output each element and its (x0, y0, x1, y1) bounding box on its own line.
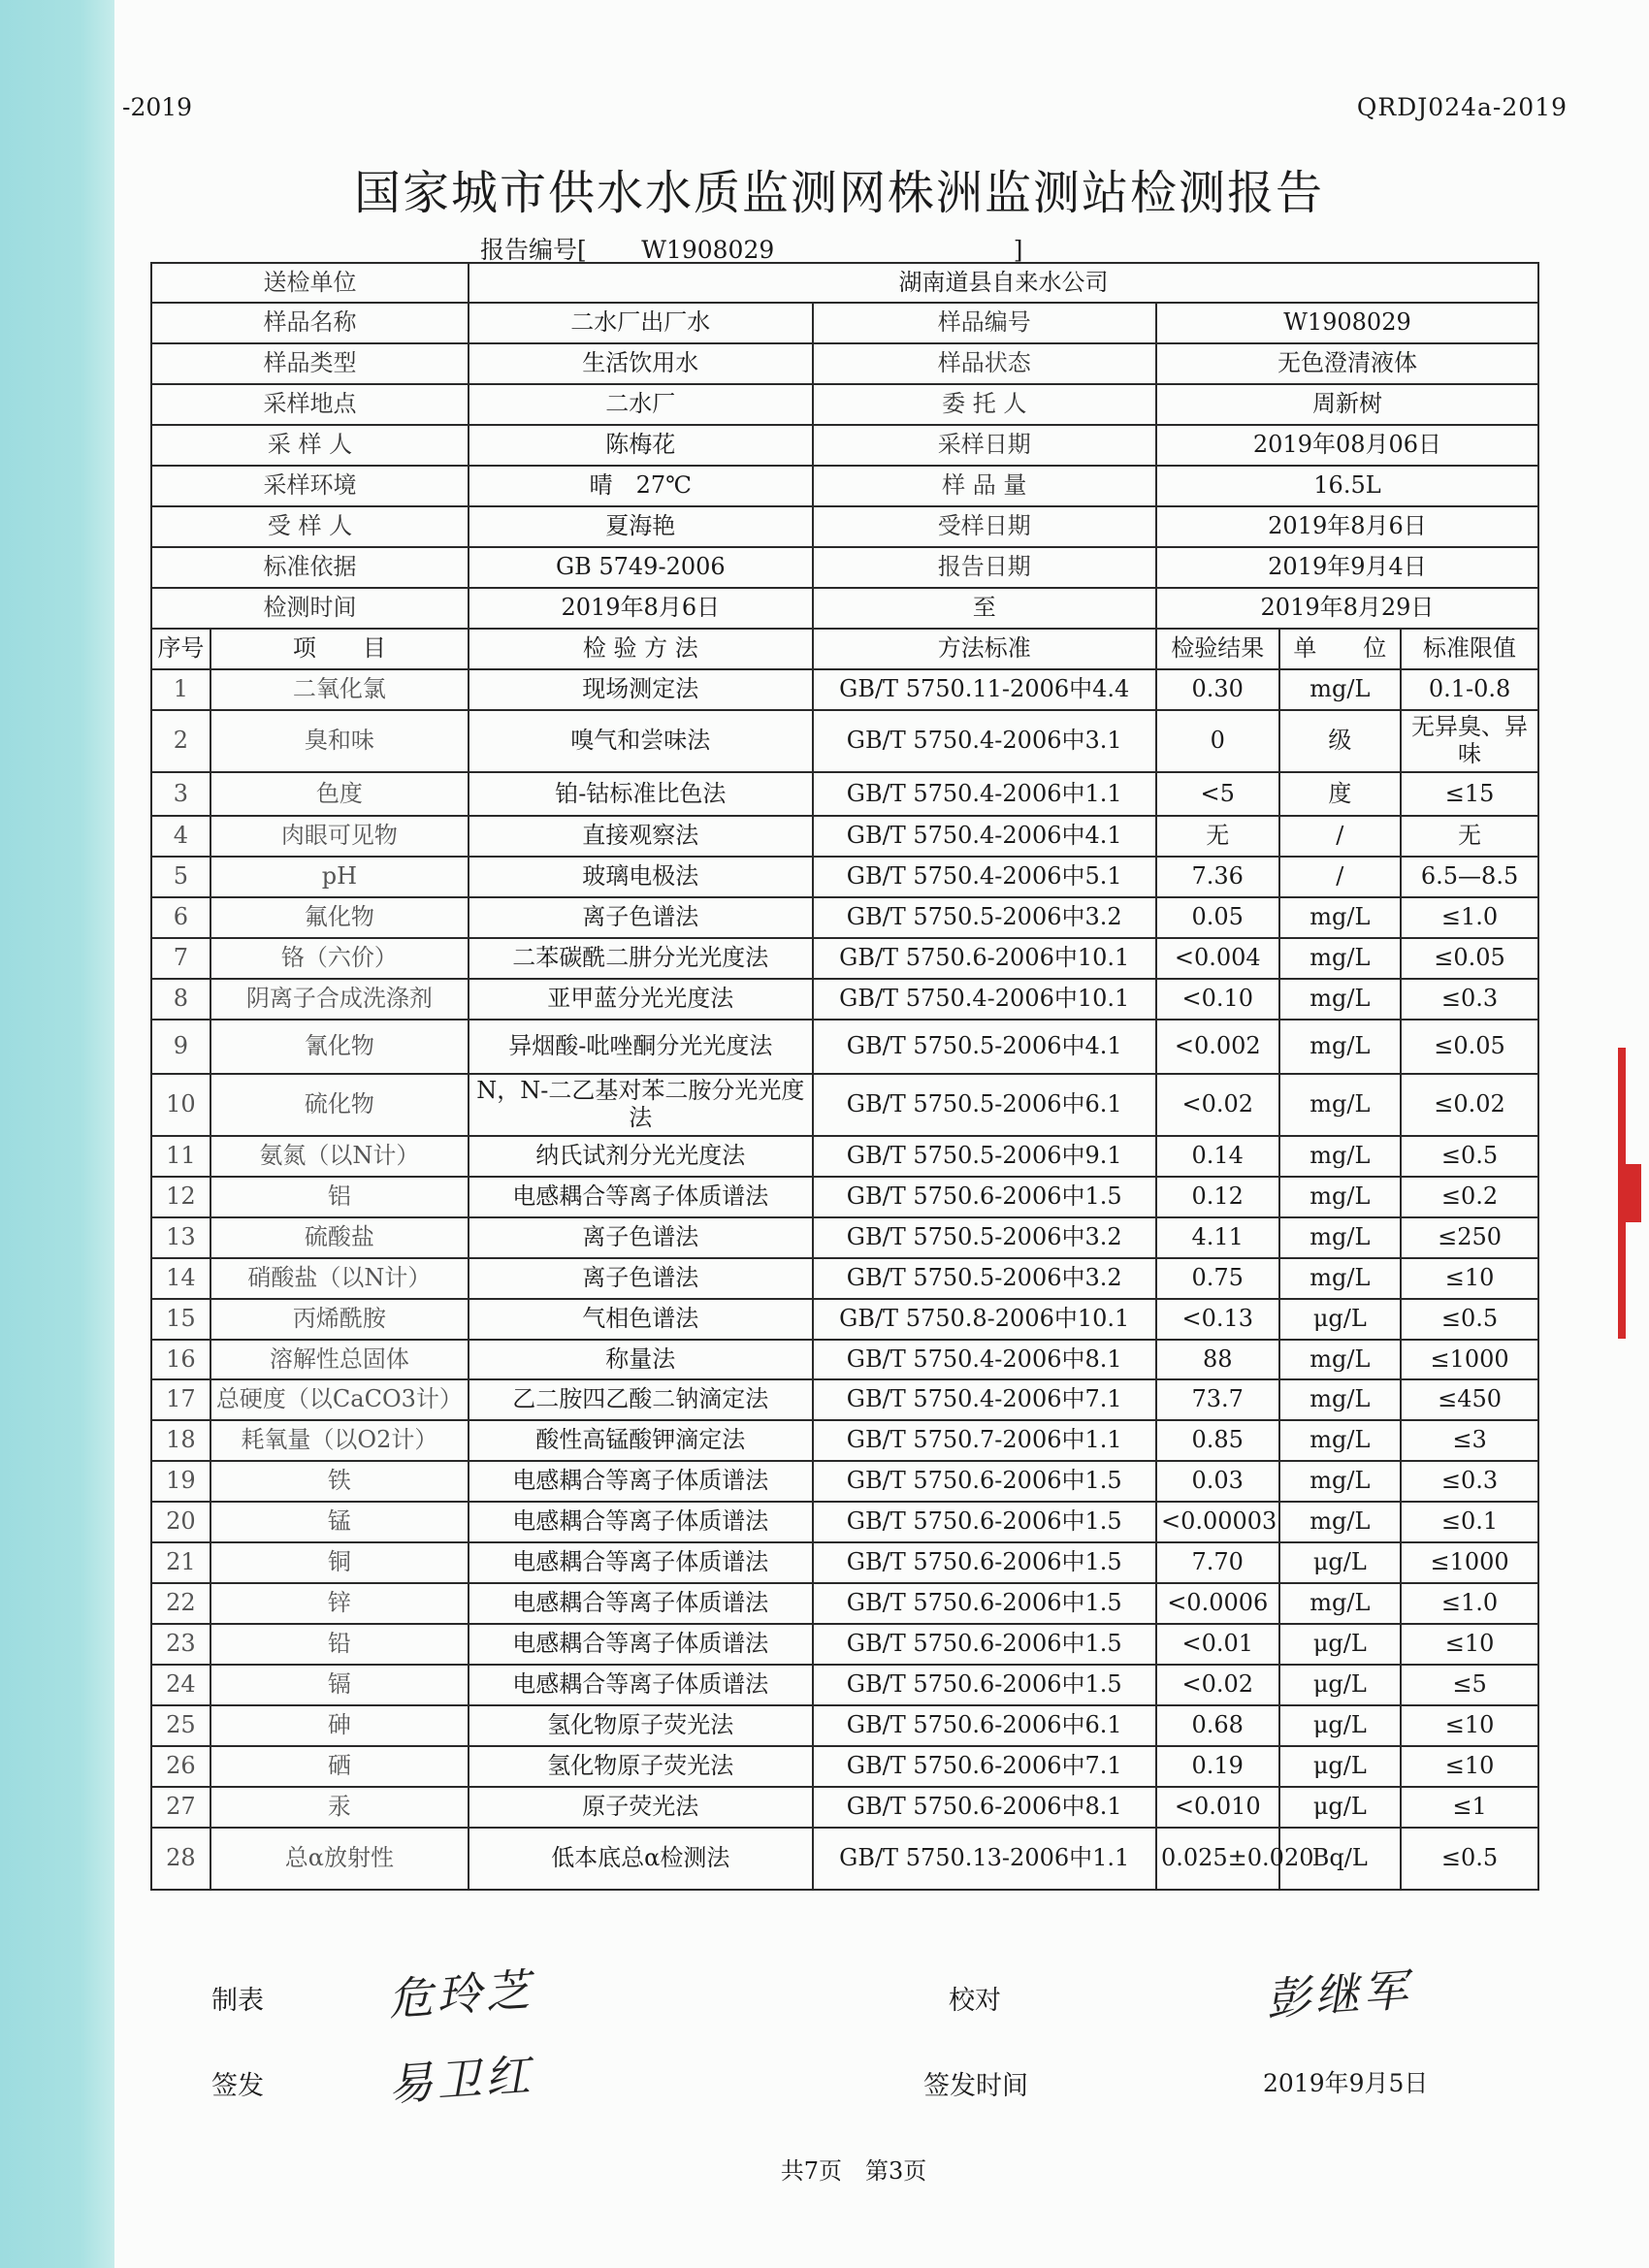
row-unit: mg/L (1279, 1461, 1402, 1502)
row-limit: ≤0.1 (1401, 1502, 1538, 1542)
row-item: 阴离子合成洗涤剂 (210, 979, 469, 1020)
row-unit: μg/L (1279, 1624, 1402, 1665)
row-standard: GB/T 5750.4-2006中10.1 (813, 979, 1156, 1020)
row-standard: GB/T 5750.5-2006中4.1 (813, 1020, 1156, 1074)
row-limit: ≤0.3 (1401, 1461, 1538, 1502)
column-header-row (151, 629, 1538, 669)
sampler-value: 陈梅花 (469, 425, 812, 466)
row-result: 0.05 (1156, 897, 1279, 938)
row-item: 耗氧量（以O2计） (210, 1420, 469, 1461)
client-label: 委 托 人 (813, 384, 1156, 425)
row-no: 7 (151, 938, 210, 979)
row-no: 5 (151, 857, 210, 897)
row-item: 铅 (210, 1624, 469, 1665)
row-no: 2 (151, 710, 210, 772)
row-item: 氰化物 (210, 1020, 469, 1074)
table-row (151, 1299, 1538, 1340)
col-limit-header: 标准限值 (1401, 629, 1538, 669)
test-to-word: 至 (813, 588, 1156, 629)
submit-unit-label: 送检单位 (151, 263, 469, 303)
row-result: 0.19 (1156, 1746, 1279, 1787)
row-item: 总硬度（以CaCO3计） (210, 1379, 469, 1420)
row-method: 电感耦合等离子体质谱法 (469, 1177, 812, 1217)
table-row (151, 1787, 1538, 1828)
issue-time-label: 签发时间 (923, 2071, 1028, 2101)
row-standard: GB/T 5750.6-2006中8.1 (813, 1787, 1156, 1828)
row-result: <5 (1156, 772, 1279, 816)
row-method: 乙二胺四乙酸二钠滴定法 (469, 1379, 812, 1420)
row-result: <0.0006 (1156, 1583, 1279, 1624)
row-standard: GB/T 5750.6-2006中1.5 (813, 1461, 1156, 1502)
row-item: 臭和味 (210, 710, 469, 772)
row-method: 玻璃电极法 (469, 857, 812, 897)
row-unit: mg/L (1279, 979, 1402, 1020)
row-item: 溶解性总固体 (210, 1340, 469, 1379)
row-result: <0.10 (1156, 979, 1279, 1020)
row-no: 3 (151, 772, 210, 816)
report-number-prefix: 报告编号[ (480, 236, 587, 264)
table-row (151, 1461, 1538, 1502)
sample-type-label: 样品类型 (151, 343, 469, 384)
row-method: 原子荧光法 (469, 1787, 812, 1828)
doc-code-right: QRDJ024a-2019 (1356, 93, 1568, 121)
row-standard: GB/T 5750.4-2006中3.1 (813, 710, 1156, 772)
table-row (151, 1379, 1538, 1420)
row-unit: mg/L (1279, 1379, 1402, 1420)
row-limit: ≤450 (1401, 1379, 1538, 1420)
row-limit: ≤0.05 (1401, 1020, 1538, 1074)
table-row (151, 938, 1538, 979)
row-unit: mg/L (1279, 897, 1402, 938)
row-item: 铜 (210, 1542, 469, 1583)
row-unit: / (1279, 816, 1402, 857)
row-standard: GB/T 5750.4-2006中8.1 (813, 1340, 1156, 1379)
row-method: 气相色谱法 (469, 1299, 812, 1340)
info-row-submit-unit (151, 263, 1538, 303)
row-method: 离子色谱法 (469, 897, 812, 938)
table-row (151, 669, 1538, 710)
row-item: 镉 (210, 1665, 469, 1705)
row-limit: ≤0.05 (1401, 938, 1538, 979)
env-value: 晴 27℃ (469, 466, 812, 506)
red-seal-stamp (1618, 1048, 1649, 1339)
row-result: 无 (1156, 816, 1279, 857)
receiver-value: 夏海艳 (469, 506, 812, 547)
row-method: 氢化物原子荧光法 (469, 1705, 812, 1746)
row-item: 肉眼可见物 (210, 816, 469, 857)
row-limit: ≤0.5 (1401, 1136, 1538, 1177)
row-method: 直接观察法 (469, 816, 812, 857)
issued-signature: 易卫红 (386, 2048, 535, 2112)
row-standard: GB/T 5750.11-2006中4.4 (813, 669, 1156, 710)
row-no: 12 (151, 1177, 210, 1217)
row-item: 硒 (210, 1746, 469, 1787)
row-method: N，N-二乙基对苯二胺分光光度法 (469, 1074, 812, 1136)
row-standard: GB/T 5750.6-2006中1.5 (813, 1624, 1156, 1665)
row-unit: μg/L (1279, 1542, 1402, 1583)
row-item: 硫化物 (210, 1074, 469, 1136)
row-unit: 级 (1279, 710, 1402, 772)
row-result: 0.75 (1156, 1258, 1279, 1299)
row-standard: GB/T 5750.5-2006中3.2 (813, 1258, 1156, 1299)
prepared-signature: 危玲芝 (386, 1962, 535, 2026)
table-row (151, 1136, 1538, 1177)
scanner-edge-strip (0, 0, 114, 2268)
row-no: 19 (151, 1461, 210, 1502)
row-standard: GB/T 5750.6-2006中1.5 (813, 1502, 1156, 1542)
row-no: 1 (151, 669, 210, 710)
table-row (151, 1542, 1538, 1583)
row-limit: ≤10 (1401, 1624, 1538, 1665)
row-limit: 0.1-0.8 (1401, 669, 1538, 710)
row-standard: GB/T 5750.4-2006中1.1 (813, 772, 1156, 816)
row-item: 汞 (210, 1787, 469, 1828)
sample-no-label: 样品编号 (813, 303, 1156, 343)
row-result: <0.004 (1156, 938, 1279, 979)
report-date-label: 报告日期 (813, 547, 1156, 588)
page-footer: 共7页 第3页 (780, 2157, 927, 2185)
row-limit: 6.5—8.5 (1401, 857, 1538, 897)
row-standard: GB/T 5750.6-2006中1.5 (813, 1583, 1156, 1624)
row-standard: GB/T 5750.13-2006中1.1 (813, 1828, 1156, 1890)
receive-date-value: 2019年8月6日 (1156, 506, 1538, 547)
row-unit: mg/L (1279, 1136, 1402, 1177)
table-row (151, 1624, 1538, 1665)
table-row (151, 1074, 1538, 1136)
row-standard: GB/T 5750.6-2006中10.1 (813, 938, 1156, 979)
col-standard-header: 方法标准 (813, 629, 1156, 669)
row-limit: ≤250 (1401, 1217, 1538, 1258)
table-row (151, 1258, 1538, 1299)
row-limit: ≤1 (1401, 1787, 1538, 1828)
row-standard: GB/T 5750.5-2006中9.1 (813, 1136, 1156, 1177)
row-result: 4.11 (1156, 1217, 1279, 1258)
row-standard: GB/T 5750.6-2006中7.1 (813, 1746, 1156, 1787)
row-item: 铁 (210, 1461, 469, 1502)
sample-date-label: 采样日期 (813, 425, 1156, 466)
row-unit: mg/L (1279, 1177, 1402, 1217)
page-title: 国家城市供水水质监测网株洲监测站检测报告 (353, 166, 1324, 220)
row-limit: ≤5 (1401, 1665, 1538, 1705)
table-row (151, 772, 1538, 816)
sampler-label: 采 样 人 (151, 425, 469, 466)
row-item: 铝 (210, 1177, 469, 1217)
row-method: 二苯碳酰二肼分光光度法 (469, 938, 812, 979)
row-item: pH (210, 857, 469, 897)
row-limit: 无异臭、异味 (1401, 710, 1538, 772)
row-result: 0 (1156, 710, 1279, 772)
row-result: 88 (1156, 1340, 1279, 1379)
row-unit: μg/L (1279, 1705, 1402, 1746)
report-table (150, 262, 1539, 1891)
table-row (151, 1828, 1538, 1890)
table-row (151, 1502, 1538, 1542)
row-method: 电感耦合等离子体质谱法 (469, 1665, 812, 1705)
table-row (151, 1217, 1538, 1258)
row-unit: mg/L (1279, 1217, 1402, 1258)
row-standard: GB/T 5750.5-2006中3.2 (813, 897, 1156, 938)
amount-label: 样 品 量 (813, 466, 1156, 506)
row-result: 7.36 (1156, 857, 1279, 897)
standard-label: 标准依据 (151, 547, 469, 588)
row-method: 异烟酸-吡唑酮分光光度法 (469, 1020, 812, 1074)
row-no: 27 (151, 1787, 210, 1828)
row-limit: ≤1.0 (1401, 1583, 1538, 1624)
row-no: 15 (151, 1299, 210, 1340)
row-method: 纳氏试剂分光光度法 (469, 1136, 812, 1177)
doc-code-left: -2019 (122, 93, 193, 121)
sample-state-value: 无色澄清液体 (1156, 343, 1538, 384)
row-standard: GB/T 5750.4-2006中4.1 (813, 816, 1156, 857)
sample-name-label: 样品名称 (151, 303, 469, 343)
row-result: 0.68 (1156, 1705, 1279, 1746)
row-unit: Bq/L (1279, 1828, 1402, 1890)
info-row-sampler (151, 425, 1538, 466)
receiver-label: 受 样 人 (151, 506, 469, 547)
report-number: W1908029 (641, 236, 775, 264)
row-item: 硫酸盐 (210, 1217, 469, 1258)
row-item: 硝酸盐（以N计） (210, 1258, 469, 1299)
sample-date-value: 2019年08月06日 (1156, 425, 1538, 466)
row-standard: GB/T 5750.6-2006中1.5 (813, 1665, 1156, 1705)
row-standard: GB/T 5750.6-2006中1.5 (813, 1177, 1156, 1217)
row-method: 离子色谱法 (469, 1217, 812, 1258)
sample-type-value: 生活饮用水 (469, 343, 812, 384)
row-limit: ≤15 (1401, 772, 1538, 816)
row-result: 7.70 (1156, 1542, 1279, 1583)
row-unit: μg/L (1279, 1787, 1402, 1828)
info-row-standard (151, 547, 1538, 588)
standard-value: GB 5749-2006 (469, 547, 812, 588)
table-row (151, 1340, 1538, 1379)
row-result: 73.7 (1156, 1379, 1279, 1420)
info-row-receiver (151, 506, 1538, 547)
issued-label: 签发 (211, 2071, 264, 2101)
table-row (151, 857, 1538, 897)
col-result-header: 检验结果 (1156, 629, 1279, 669)
row-limit: ≤1000 (1401, 1542, 1538, 1583)
checked-label: 校对 (949, 1986, 1001, 2016)
col-method-header: 检 验 方 法 (469, 629, 812, 669)
info-row-site (151, 384, 1538, 425)
row-no: 28 (151, 1828, 210, 1890)
table-row (151, 816, 1538, 857)
row-unit: mg/L (1279, 669, 1402, 710)
amount-value: 16.5L (1156, 466, 1538, 506)
row-unit: mg/L (1279, 1258, 1402, 1299)
table-row (151, 1177, 1538, 1217)
client-value: 周新树 (1156, 384, 1538, 425)
row-no: 9 (151, 1020, 210, 1074)
row-method: 嗅气和尝味法 (469, 710, 812, 772)
sample-name-value: 二水厂出厂水 (469, 303, 812, 343)
row-standard: GB/T 5750.5-2006中6.1 (813, 1074, 1156, 1136)
table-row (151, 897, 1538, 938)
row-no: 24 (151, 1665, 210, 1705)
row-limit: 无 (1401, 816, 1538, 857)
row-limit: ≤0.5 (1401, 1828, 1538, 1890)
info-row-test-time (151, 588, 1538, 629)
row-item: 色度 (210, 772, 469, 816)
row-unit: 度 (1279, 772, 1402, 816)
col-no-header: 序号 (151, 629, 210, 669)
row-method: 离子色谱法 (469, 1258, 812, 1299)
row-item: 铬（六价） (210, 938, 469, 979)
row-standard: GB/T 5750.6-2006中6.1 (813, 1705, 1156, 1746)
row-method: 酸性高锰酸钾滴定法 (469, 1420, 812, 1461)
row-method: 电感耦合等离子体质谱法 (469, 1542, 812, 1583)
receive-date-label: 受样日期 (813, 506, 1156, 547)
row-result: 0.03 (1156, 1461, 1279, 1502)
table-row (151, 1746, 1538, 1787)
row-method: 低本底总α检测法 (469, 1828, 812, 1890)
row-unit: mg/L (1279, 938, 1402, 979)
row-no: 21 (151, 1542, 210, 1583)
row-no: 26 (151, 1746, 210, 1787)
table-row (151, 1420, 1538, 1461)
row-unit: mg/L (1279, 1502, 1402, 1542)
table-row (151, 1020, 1538, 1074)
row-standard: GB/T 5750.8-2006中10.1 (813, 1299, 1156, 1340)
row-no: 23 (151, 1624, 210, 1665)
row-unit: μg/L (1279, 1299, 1402, 1340)
row-limit: ≤0.2 (1401, 1177, 1538, 1217)
row-item: 锌 (210, 1583, 469, 1624)
row-result: <0.02 (1156, 1074, 1279, 1136)
row-result: 0.30 (1156, 669, 1279, 710)
row-method: 电感耦合等离子体质谱法 (469, 1624, 812, 1665)
report-date-value: 2019年9月4日 (1156, 547, 1538, 588)
row-result: <0.002 (1156, 1020, 1279, 1074)
row-limit: ≤1.0 (1401, 897, 1538, 938)
row-no: 14 (151, 1258, 210, 1299)
row-result: 0.85 (1156, 1420, 1279, 1461)
row-no: 6 (151, 897, 210, 938)
test-time-label: 检测时间 (151, 588, 469, 629)
row-method: 铂-钴标准比色法 (469, 772, 812, 816)
row-result: <0.010 (1156, 1787, 1279, 1828)
prepared-label: 制表 (211, 1986, 264, 2016)
info-row-sample-name (151, 303, 1538, 343)
col-item-header: 项 目 (210, 629, 469, 669)
row-no: 20 (151, 1502, 210, 1542)
report-number-suffix: ] (1013, 236, 1023, 264)
row-method: 称量法 (469, 1340, 812, 1379)
row-limit: ≤10 (1401, 1705, 1538, 1746)
col-unit-header: 单 位 (1279, 629, 1402, 669)
info-row-sample-type (151, 343, 1538, 384)
sample-state-label: 样品状态 (813, 343, 1156, 384)
row-no: 13 (151, 1217, 210, 1258)
row-result: <0.01 (1156, 1624, 1279, 1665)
row-result: 0.12 (1156, 1177, 1279, 1217)
row-limit: ≤1000 (1401, 1340, 1538, 1379)
row-limit: ≤0.5 (1401, 1299, 1538, 1340)
info-row-env (151, 466, 1538, 506)
row-unit: / (1279, 857, 1402, 897)
test-start-value: 2019年8月6日 (469, 588, 812, 629)
row-unit: mg/L (1279, 1340, 1402, 1379)
table-row (151, 1705, 1538, 1746)
row-no: 18 (151, 1420, 210, 1461)
row-unit: mg/L (1279, 1583, 1402, 1624)
row-standard: GB/T 5750.7-2006中1.1 (813, 1420, 1156, 1461)
row-result: <0.13 (1156, 1299, 1279, 1340)
row-method: 亚甲蓝分光光度法 (469, 979, 812, 1020)
table-row (151, 1583, 1538, 1624)
row-result: 0.14 (1156, 1136, 1279, 1177)
row-standard: GB/T 5750.4-2006中7.1 (813, 1379, 1156, 1420)
table-row (151, 979, 1538, 1020)
row-result: 0.025±0.020 (1156, 1828, 1279, 1890)
submit-unit-value: 湖南道县自来水公司 (469, 263, 1538, 303)
row-no: 16 (151, 1340, 210, 1379)
row-method: 氢化物原子荧光法 (469, 1746, 812, 1787)
row-result: <0.00003 (1156, 1502, 1279, 1542)
row-no: 10 (151, 1074, 210, 1136)
table-row (151, 1665, 1538, 1705)
row-item: 丙烯酰胺 (210, 1299, 469, 1340)
row-no: 25 (151, 1705, 210, 1746)
row-unit: mg/L (1279, 1020, 1402, 1074)
row-limit: ≤0.02 (1401, 1074, 1538, 1136)
row-standard: GB/T 5750.6-2006中1.5 (813, 1542, 1156, 1583)
row-item: 氨氮（以N计） (210, 1136, 469, 1177)
site-value: 二水厂 (469, 384, 812, 425)
row-item: 砷 (210, 1705, 469, 1746)
row-method: 电感耦合等离子体质谱法 (469, 1583, 812, 1624)
row-item: 总α放射性 (210, 1828, 469, 1890)
table-row (151, 710, 1538, 772)
row-unit: μg/L (1279, 1665, 1402, 1705)
row-unit: mg/L (1279, 1074, 1402, 1136)
env-label: 采样环境 (151, 466, 469, 506)
row-limit: ≤3 (1401, 1420, 1538, 1461)
row-standard: GB/T 5750.4-2006中5.1 (813, 857, 1156, 897)
row-item: 锰 (210, 1502, 469, 1542)
row-unit: mg/L (1279, 1420, 1402, 1461)
row-method: 现场测定法 (469, 669, 812, 710)
row-limit: ≤10 (1401, 1746, 1538, 1787)
row-unit: μg/L (1279, 1746, 1402, 1787)
checked-signature: 彭继军 (1264, 1962, 1413, 2026)
row-method: 电感耦合等离子体质谱法 (469, 1502, 812, 1542)
site-label: 采样地点 (151, 384, 469, 425)
row-result: <0.02 (1156, 1665, 1279, 1705)
row-limit: ≤10 (1401, 1258, 1538, 1299)
row-no: 8 (151, 979, 210, 1020)
sample-no-value: W1908029 (1156, 303, 1538, 343)
row-item: 氟化物 (210, 897, 469, 938)
row-standard: GB/T 5750.5-2006中3.2 (813, 1217, 1156, 1258)
row-no: 4 (151, 816, 210, 857)
report-number-line (480, 231, 1023, 266)
row-no: 17 (151, 1379, 210, 1420)
test-end-value: 2019年8月29日 (1156, 588, 1538, 629)
row-no: 11 (151, 1136, 210, 1177)
row-limit: ≤0.3 (1401, 979, 1538, 1020)
issue-time-value: 2019年9月5日 (1263, 2069, 1429, 2097)
row-item: 二氧化氯 (210, 669, 469, 710)
row-method: 电感耦合等离子体质谱法 (469, 1461, 812, 1502)
row-no: 22 (151, 1583, 210, 1624)
